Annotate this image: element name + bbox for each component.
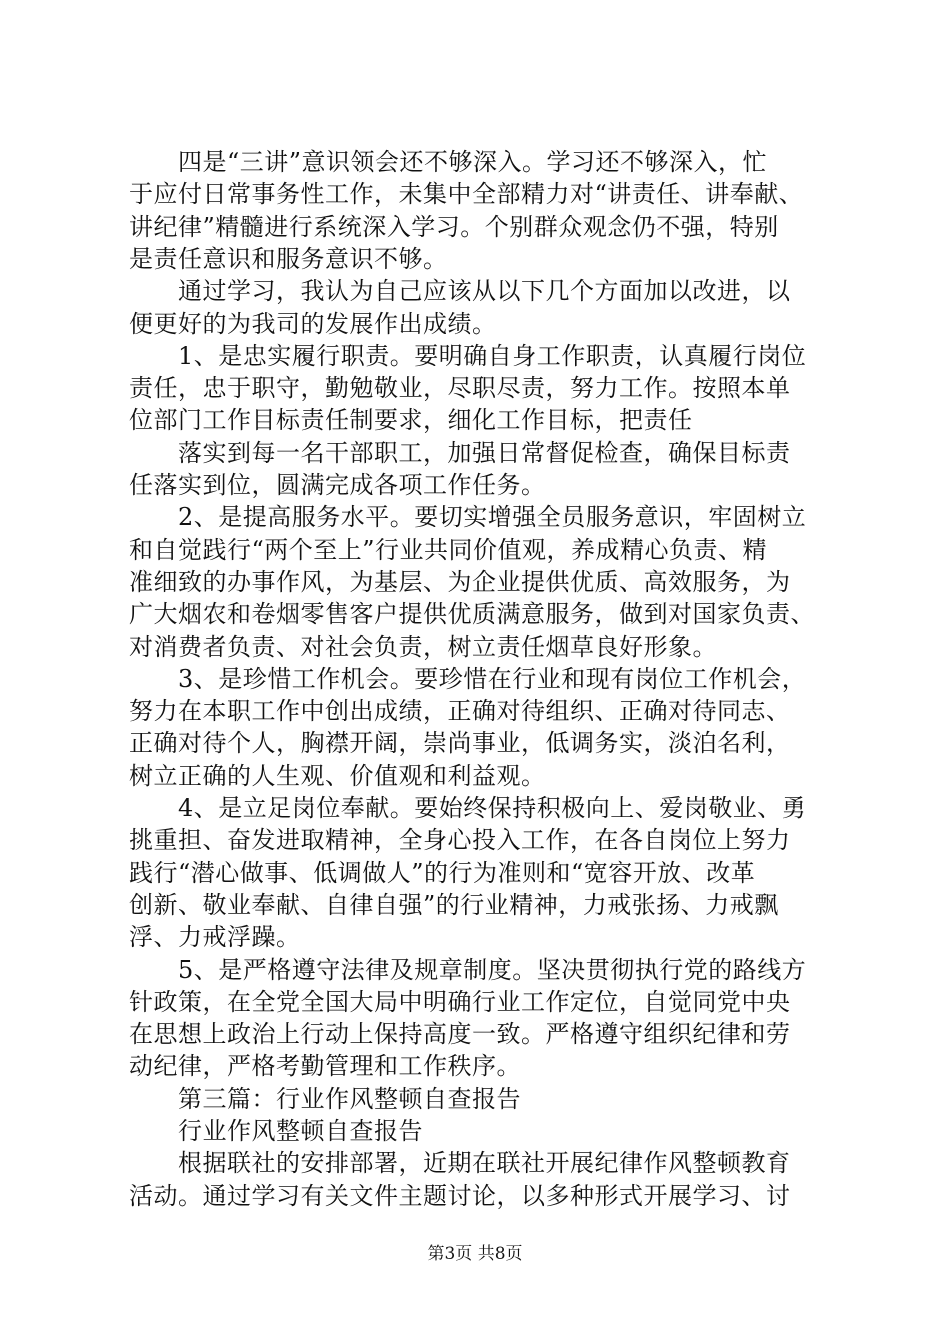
text-line: 正确对待个人，胸襟开阔，崇尚事业，低调务实，淡泊名利， — [129, 729, 791, 758]
text-line: 4、是立足岗位奉献。要始终保持积极向上、爱岗敬业、勇 — [129, 794, 807, 822]
text-line: 四是“三讲”意识领会还不够深入。学习还不够深入，忙 — [129, 148, 768, 176]
text-line: 于应付日常事务性工作，未集中全部精力对“讲责任、讲奉献、 — [129, 180, 804, 209]
report-title: 行业作风整顿自查报告 — [129, 1117, 423, 1145]
text-line: 创新、敬业奉献、自律自强”的行业精神，力戒张扬、力戒飘 — [129, 890, 779, 919]
section-heading: 第三篇：行业作风整顿自查报告 — [129, 1084, 521, 1113]
text-line: 通过学习，我认为自己应该从以下几个方面加以改进，以 — [129, 277, 791, 306]
text-line: 挑重担、奋发进取精神，全身心投入工作，在各自岗位上努力 — [129, 826, 791, 855]
page-number-footer: 第3页 共8页 — [427, 1244, 523, 1264]
text-line: 在思想上政治上行动上保持高度一致。严格遵守组织纪律和劳 — [129, 1020, 791, 1049]
text-line: 责任，忠于职守，勤勉敬业，尽职尽责，努力工作。按照本单 — [129, 374, 791, 403]
text-line: 落实到每一名干部职工，加强日常督促检查，确保目标责 — [129, 438, 791, 467]
text-line: 1、是忠实履行职责。要明确自身工作职责，认真履行岗位 — [129, 341, 807, 370]
text-line: 动纪律，严格考勤管理和工作秩序。 — [129, 1052, 521, 1081]
text-line: 位部门工作目标责任制要求，细化工作目标，把责任 — [129, 406, 693, 435]
text-line: 对消费者负责、对社会负责，树立责任烟草良好形象。 — [129, 632, 717, 661]
text-line: 任落实到位，圆满完成各项工作任务。 — [129, 471, 546, 499]
text-line: 便更好的为我司的发展作出成绩。 — [129, 309, 497, 338]
text-line: 根据联社的安排部署，近期在联社开展纪律作风整顿教育 — [129, 1149, 791, 1178]
text-line: 讲纪律”精髓进行系统深入学习。个别群众观念仍不强，特别 — [129, 212, 779, 241]
text-line: 践行“潜心做事、低调做人”的行为准则和“宽容开放、改革 — [129, 858, 756, 887]
text-line: 是责任意识和服务意识不够。 — [129, 244, 448, 273]
text-line: 针政策，在全党全国大局中明确行业工作定位，自觉同党中央 — [129, 987, 791, 1016]
text-line: 5、是严格遵守法律及规章制度。坚决贯彻执行党的路线方 — [129, 955, 807, 984]
text-line: 和自觉践行“两个至上”行业共同价值观，养成精心负责、精 — [129, 535, 768, 564]
text-line: 2、是提高服务水平。要切实增强全员服务意识，牢固树立 — [129, 503, 807, 532]
text-line: 3、是珍惜工作机会。要珍惜在行业和现有岗位工作机会， — [129, 664, 807, 693]
text-line: 活动。通过学习有关文件主题讨论，以多种形式开展学习、讨 — [129, 1181, 791, 1210]
text-line: 广大烟农和卷烟零售客户提供优质满意服务，做到对国家负责、 — [129, 600, 815, 629]
text-line: 准细致的办事作风，为基层、为企业提供优质、高效服务，为 — [129, 567, 791, 596]
text-line: 浮、力戒浮躁。 — [129, 923, 301, 952]
text-line: 努力在本职工作中创出成绩，正确对待组织、正确对待同志、 — [129, 697, 791, 726]
text-line: 树立正确的人生观、价值观和利益观。 — [129, 761, 546, 790]
